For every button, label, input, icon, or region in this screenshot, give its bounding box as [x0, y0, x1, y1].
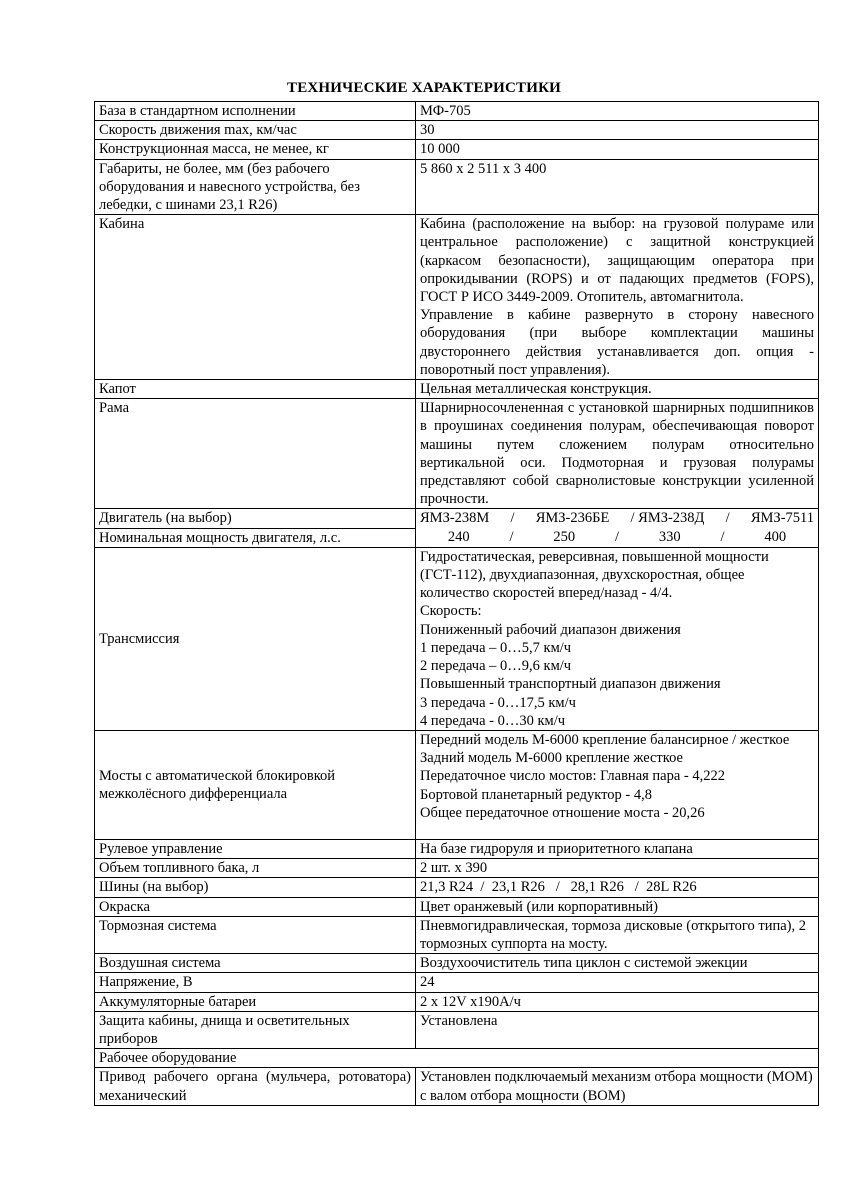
document-title: ТЕХНИЧЕСКИЕ ХАРАКТЕРИСТИКИ	[286, 80, 562, 96]
row-label: Скорость движения max, км/час	[95, 121, 416, 140]
table-row	[95, 1011, 819, 1048]
table-row	[95, 215, 819, 380]
row-label: Окраска	[95, 897, 416, 916]
table-row	[95, 973, 819, 992]
row-label: Напряжение, В	[95, 973, 416, 992]
table-row	[95, 878, 819, 897]
row-label: Шины (на выбор)	[95, 878, 416, 897]
separator: /	[720, 528, 725, 545]
row-label: Объем топливного бака, л	[95, 859, 416, 878]
engine-option: ЯМЗ-7511	[750, 510, 814, 527]
row-value: 5 860 x 2 511 x 3 400	[416, 159, 819, 215]
axle-line: Общее передаточное отношение моста - 20,26	[420, 804, 705, 821]
engine-option: / ЯМЗ-238Д	[630, 510, 705, 527]
separator: /	[510, 510, 515, 527]
row-value: Установлена	[416, 1011, 819, 1048]
table-row	[95, 509, 819, 528]
power-option: 240	[447, 528, 470, 545]
row-label: Рама	[95, 399, 416, 509]
row-value: Шарнирносочлененная с установкой шарнирных подшипников в проушинах соединения полурам, обеспечивающая поворот машины путем сложением полурам относительно вертикальной оси. Подмоторная и грузовая полурамы представляют собой сварнолистовые конструкции усиленной прочности.	[416, 399, 819, 509]
row-value: Цельная металлическая конструкция.	[416, 380, 819, 399]
row-value: Цвет оранжевый (или корпоративный)	[416, 897, 819, 916]
table-row	[95, 102, 819, 121]
transmission-line: Скорость:	[420, 603, 482, 620]
row-label: Кабина	[95, 215, 416, 380]
table-row	[95, 916, 819, 953]
axle-line: Бортовой планетарный редуктор - 4,8	[420, 786, 652, 803]
transmission-line: Пониженный рабочий диапазон движения	[420, 621, 681, 638]
transmission-line: Гидростатическая, реверсивная, повышенной мощности (ГСТ-112), двухдиапазонная, двухскоростная, общее количество скоростей вперед/назад - 4/4.	[420, 548, 769, 602]
row-value: Пневмогидравлическая, тормоза дисковые (открытого типа), 2 тормозных суппорта на мосту.	[416, 916, 819, 953]
row-value: 10 000	[416, 140, 819, 159]
row-label: Воздушная система	[95, 954, 416, 973]
table-row	[95, 380, 819, 399]
table-row	[95, 399, 819, 509]
row-value: МФ-705	[416, 102, 819, 121]
row-value: Установлен подключаемый механизм отбора мощности (МОМ) с валом отбора мощности (ВОМ)	[416, 1068, 819, 1105]
row-label: Габариты, не более, мм (без рабочего оборудования и навесного устройства, без лебедки, с шинами 23,1 R26)	[95, 159, 416, 215]
axle-line: Задний модель М-6000 крепление жесткое	[420, 750, 683, 767]
separator: /	[614, 528, 620, 545]
row-value	[416, 547, 819, 730]
engine-option: ЯМЗ-236БЕ	[535, 510, 610, 527]
power-option: 250	[553, 528, 576, 545]
engine-option: ЯМЗ-238М	[420, 510, 490, 527]
row-label: Мосты с автоматической блокировкой межколёсного дифференциала	[95, 730, 416, 839]
engine-power-cell	[416, 509, 819, 547]
row-value: На базе гидроруля и приоритетного клапана	[416, 839, 819, 858]
table-row	[95, 547, 819, 730]
row-value	[416, 730, 819, 839]
separator: /	[725, 510, 730, 527]
row-value: 2 х 12V х190А/ч	[416, 992, 819, 1011]
cab-description: Кабина (расположение на выбор: на грузовой полураме или центральное расположение) с защитной конструкцией (каркасом безопасности), защищающим оператора при опрокидывании (ROPS) и от падающих предметов (FOPS), ГОСТ Р ИСО 3449-2009. Отопитель, автомагнитола.	[420, 216, 814, 306]
table-row	[95, 992, 819, 1011]
table-row	[95, 897, 819, 916]
row-label: Рулевое управление	[95, 839, 416, 858]
transmission-line: Повышенный транспортный диапазон движения	[420, 676, 721, 693]
transmission-line: 1 передача – 0…5,7 км/ч	[420, 639, 572, 656]
separator: /	[509, 528, 514, 545]
row-label: Капот	[95, 380, 416, 399]
row-value: Воздухоочиститель типа циклон с системой эжекции	[416, 954, 819, 973]
table-row	[95, 859, 819, 878]
row-value: 21,3 R24 / 23,1 R26 / 28,1 R26 / 28L R26	[416, 878, 819, 897]
table-row	[95, 121, 819, 140]
transmission-line: 3 передача - 0…17,5 км/ч	[420, 694, 576, 711]
row-label: Трансмиссия	[95, 547, 416, 730]
engine-options	[420, 509, 814, 527]
section-header: Рабочее оборудование	[95, 1049, 819, 1068]
table-row	[95, 730, 819, 839]
row-label: Конструкционная масса, не менее, кг	[95, 140, 416, 159]
row-value: 30	[416, 121, 819, 140]
power-options	[420, 528, 814, 546]
row-label: Аккумуляторные батареи	[95, 992, 416, 1011]
row-label: Тормозная система	[95, 916, 416, 953]
row-value: 2 шт. х 390	[416, 859, 819, 878]
table-row	[95, 159, 819, 215]
table-row	[95, 1049, 819, 1068]
transmission-line: 2 передача – 0…9,6 км/ч	[420, 658, 572, 675]
spec-table	[94, 101, 819, 1106]
axle-line: Передний модель М-6000 крепление балансирное / жесткое	[420, 731, 790, 748]
cab-control: Управление в кабине развернуто в сторону навесного оборудования (при выборе комплектации машины двустороннего действия устанавливается доп. опция - поворотный пост управления).	[420, 307, 814, 378]
table-row	[95, 839, 819, 858]
row-label: База в стандартном исполнении	[95, 102, 416, 121]
row-label: Номинальная мощность двигателя, л.с.	[95, 528, 416, 547]
row-label: Привод рабочего органа (мульчера, ротоватора) механический	[95, 1068, 416, 1105]
row-label: Защита кабины, днища и осветительных приборов	[95, 1011, 416, 1048]
row-label: Двигатель (на выбор)	[95, 509, 416, 528]
table-row	[95, 1068, 819, 1105]
transmission-line: 4 передача - 0…30 км/ч	[420, 712, 566, 729]
power-option: 330	[658, 528, 681, 545]
table-row	[95, 954, 819, 973]
power-option: 400	[764, 528, 787, 545]
row-value	[416, 215, 819, 380]
row-value: 24	[416, 973, 819, 992]
axle-line: Передаточное число мостов: Главная пара - 4,222	[420, 768, 726, 785]
table-row	[95, 140, 819, 159]
